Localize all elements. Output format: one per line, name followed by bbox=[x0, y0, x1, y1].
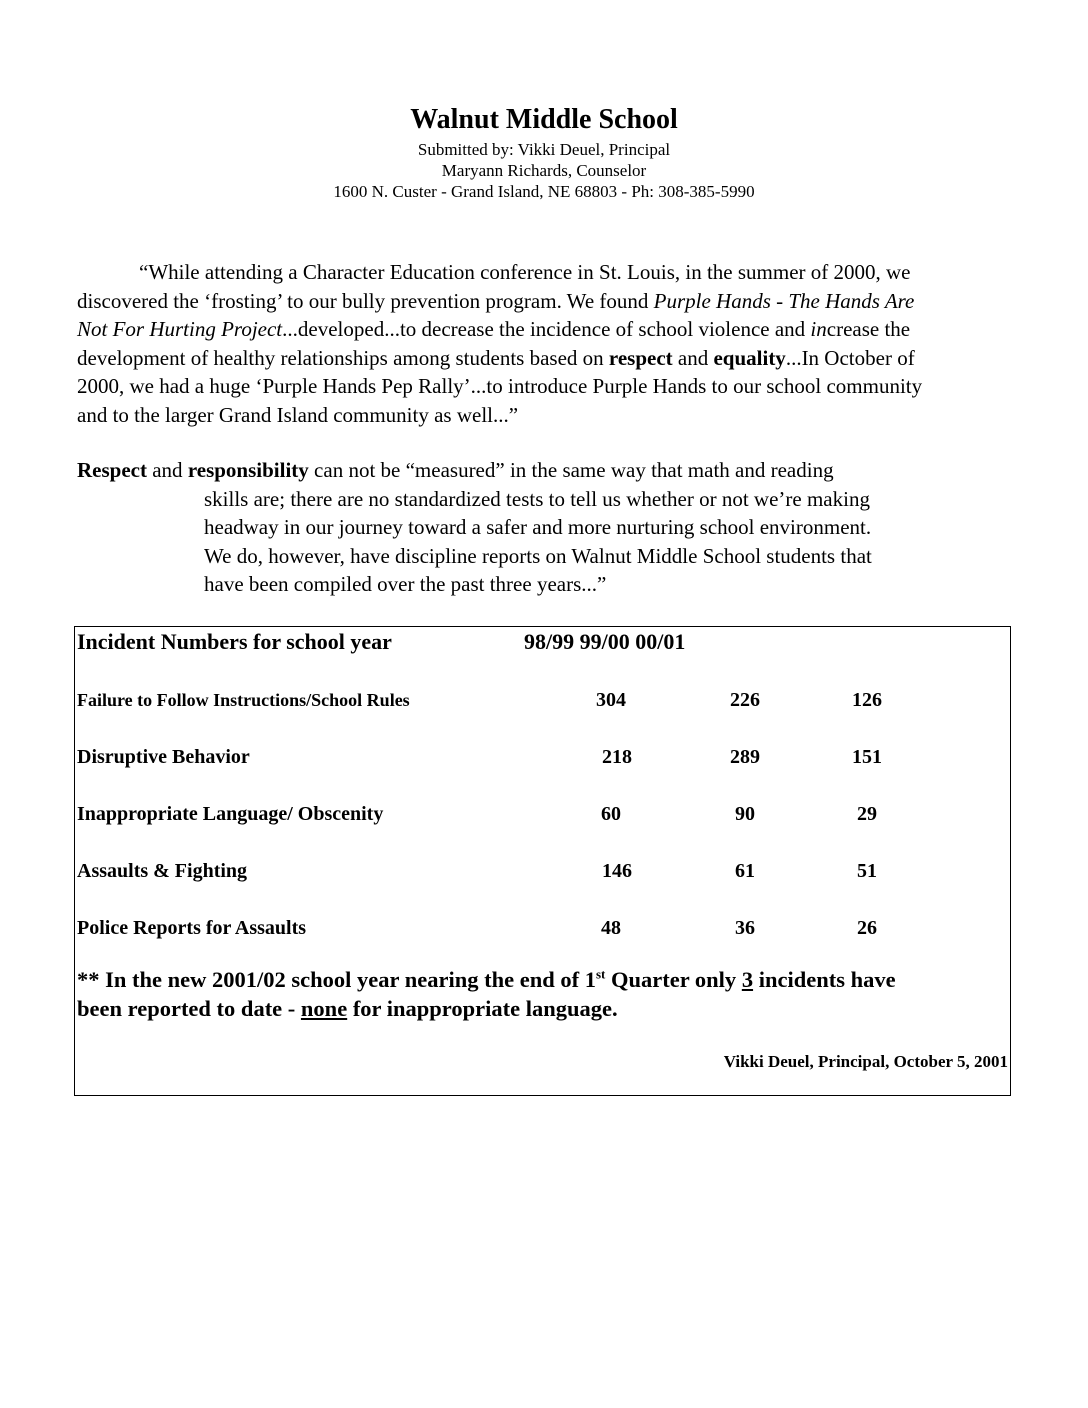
cell-assaults-0001: 51 bbox=[857, 860, 877, 882]
cell-disruptive-0001: 151 bbox=[852, 746, 882, 768]
cell-police-9900: 36 bbox=[735, 917, 755, 939]
project-name-part-1: Purple Hands - The Hands Are bbox=[653, 288, 915, 313]
table-header-label: Incident Numbers for school year bbox=[77, 629, 392, 654]
row-label-police: Police Reports for Assaults bbox=[77, 917, 307, 939]
signature-line: Vikki Deuel, Principal, October 5, 2001 bbox=[723, 1052, 1008, 1071]
cell-disruptive-9900: 289 bbox=[730, 746, 760, 768]
row-label-language: Inappropriate Language/ Obscenity bbox=[77, 803, 384, 825]
update-note-line-1: ** In the new 2001/02 school year nearing the end of 1st Quarter only 3 incidents have bbox=[77, 966, 896, 992]
cell-failure-9899: 304 bbox=[596, 689, 626, 711]
quote-paragraph bbox=[77, 258, 1022, 430]
row-label-failure: Failure to Follow Instructions/School Rules bbox=[77, 690, 410, 710]
table-years-header: 98/99 99/00 00/01 bbox=[524, 629, 686, 654]
quote-line-2: discovered the ‘frosting’ to our bully prevention program. We found Purple Hands - The Hands Are bbox=[77, 288, 915, 313]
quote-line-4: development of healthy relationships among students based on respect and equality...In October of bbox=[77, 345, 915, 370]
cell-police-0001: 26 bbox=[857, 917, 877, 939]
page-title: Walnut Middle School bbox=[410, 104, 678, 135]
quote-line-6: and to the larger Grand Island community as well...” bbox=[77, 402, 519, 427]
update-note bbox=[77, 965, 896, 1023]
cell-failure-0001: 126 bbox=[852, 689, 882, 711]
address-line: 1600 N. Custer - Grand Island, NE 68803 - Ph: 308-385-5990 bbox=[333, 182, 755, 201]
cell-assaults-9900: 61 bbox=[735, 860, 755, 882]
cell-language-0001: 29 bbox=[857, 803, 877, 825]
cell-disruptive-9899: 218 bbox=[602, 746, 632, 768]
cell-assaults-9899: 146 bbox=[602, 860, 632, 882]
cell-language-9900: 90 bbox=[735, 803, 755, 825]
counselor-line: Maryann Richards, Counselor bbox=[441, 161, 647, 180]
quote-line-3: Not For Hurting Project...developed...to decrease the incidence of school violence and increase the bbox=[77, 317, 911, 342]
respect-line-5: have been compiled over the past three years...” bbox=[204, 572, 607, 597]
row-label-disruptive: Disruptive Behavior bbox=[77, 746, 250, 768]
submitted-by: Submitted by: Vikki Deuel, Principal bbox=[417, 140, 671, 159]
update-note-line-2: been reported to date - none for inappropriate language. bbox=[77, 996, 618, 1021]
respect-line-3: headway in our journey toward a safer and more nurturing school environment. bbox=[204, 515, 872, 540]
respect-line-1: Respect and responsibility can not be “measured” in the same way that math and reading bbox=[77, 458, 834, 482]
respect-line-2: skills are; there are no standardized tests to tell us whether or not we’re making bbox=[204, 486, 870, 511]
project-name-part-2: Not For Hurting Project bbox=[77, 317, 283, 342]
row-label-assaults: Assaults & Fighting bbox=[77, 860, 248, 882]
cell-failure-9900: 226 bbox=[730, 689, 760, 711]
quote-line-5: 2000, we had a huge ‘Purple Hands Pep Rally’...to introduce Purple Hands to our school community bbox=[77, 374, 923, 399]
incident-count: 3 bbox=[741, 967, 754, 992]
quote-line-1: “While attending a Character Education conference in St. Louis, in the summer of 2000, we bbox=[139, 260, 911, 284]
incident-table-box bbox=[74, 626, 1011, 1096]
none-emphasis: none bbox=[300, 996, 348, 1021]
respect-paragraph bbox=[77, 456, 872, 599]
cell-language-9899: 60 bbox=[601, 803, 621, 825]
respect-line-4: We do, however, have discipline reports on Walnut Middle School students that bbox=[204, 543, 872, 568]
cell-police-9899: 48 bbox=[601, 917, 621, 939]
